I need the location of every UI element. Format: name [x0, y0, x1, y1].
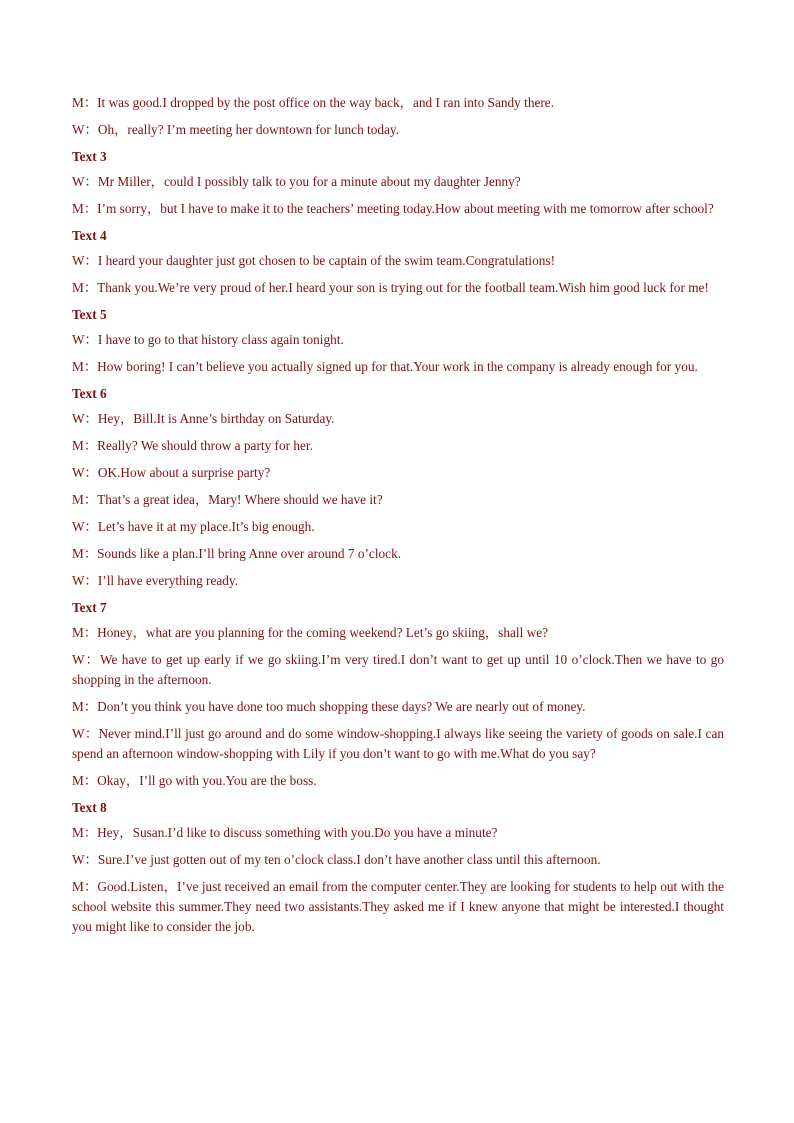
- speaker-label: M：: [72, 825, 98, 840]
- speaker-label: W：: [72, 332, 98, 347]
- speaker-label: M：: [72, 359, 98, 374]
- speaker-label: M：: [72, 773, 98, 788]
- speaker-label: W：: [72, 465, 98, 480]
- dialogue-text: Sure.I’ve just gotten out of my ten o’clock class.I don’t have another class until this afternoon.: [97, 852, 601, 867]
- dialogue-line: [72, 571, 724, 591]
- dialogue-line: [72, 623, 724, 643]
- speaker-label: W：: [72, 411, 98, 426]
- dialogue-line: [72, 330, 724, 350]
- dialogue-text: That’s a great idea，Mary! Where should we have it?: [97, 492, 383, 507]
- dialogue-line: [72, 490, 724, 510]
- speaker-label: W：: [72, 573, 98, 588]
- dialogue-line: [72, 278, 724, 298]
- dialogue-text: Oh，really? I’m meeting her downtown for lunch today.: [97, 122, 400, 137]
- dialogue-text: Okay，I’ll go with you.You are the boss.: [97, 773, 317, 788]
- dialogue-text: Don’t you think you have done too much shopping these days? We are nearly out of money.: [97, 699, 586, 714]
- section-heading: Text 7: [72, 600, 107, 615]
- speaker-label: M：: [72, 201, 98, 216]
- dialogue-text: Let’s have it at my place.It’s big enough.: [97, 519, 315, 534]
- speaker-label: M：: [72, 546, 98, 561]
- section-heading: Text 8: [72, 800, 107, 815]
- speaker-label: W：: [72, 174, 98, 189]
- speaker-label: M：: [72, 625, 98, 640]
- dialogue-line: [72, 697, 724, 717]
- dialogue-text: OK.How about a surprise party?: [97, 465, 271, 480]
- dialogue-text: It was good.I dropped by the post office on the way back，and I ran into Sandy there.: [97, 95, 555, 110]
- section-heading: Text 5: [72, 307, 107, 322]
- dialogue-line: [72, 172, 724, 192]
- dialogue-text: Sounds like a plan.I’ll bring Anne over around 7 o’clock.: [97, 546, 402, 561]
- speaker-label: M：: [72, 879, 98, 894]
- dialogue-line: [72, 517, 724, 537]
- dialogue-line: [72, 544, 724, 564]
- speaker-label: M：: [72, 492, 98, 507]
- dialogue-line: [72, 823, 724, 843]
- dialogue-line: [72, 199, 724, 219]
- dialogue-text: Really? We should throw a party for her.: [97, 438, 313, 453]
- dialogue-line: [72, 877, 724, 937]
- speaker-label: M：: [72, 438, 98, 453]
- dialogue-line: [72, 120, 724, 140]
- speaker-label: W：: [72, 726, 99, 741]
- dialogue-text: Good.Listen，I’ve just received an email from the computer center.They are looking for students to help out with the school website this summer.They need two assistants.They asked me if I knew anyone that might be interested.I thought you might like to consider the job.: [72, 879, 724, 934]
- speaker-label: M：: [72, 280, 98, 295]
- dialogue-line: [72, 463, 724, 483]
- dialogue-line: [72, 357, 724, 377]
- dialogue-text: I’ll have everything ready.: [97, 573, 239, 588]
- dialogue-line: [72, 650, 724, 690]
- dialogue-line: [72, 436, 724, 456]
- dialogue-text: Mr Miller，could I possibly talk to you for a minute about my daughter Jenny?: [97, 174, 521, 189]
- dialogue-line: [72, 771, 724, 791]
- speaker-label: M：: [72, 95, 98, 110]
- dialogue-line: [72, 409, 724, 429]
- dialogue-text: I heard your daughter just got chosen to be captain of the swim team.Congratulations!: [97, 253, 556, 268]
- speaker-label: W：: [72, 652, 101, 667]
- dialogue-text: Thank you.We’re very proud of her.I heard your son is trying out for the football team.Wish him good luck for me!: [97, 280, 709, 295]
- speaker-label: W：: [72, 852, 98, 867]
- dialogue-text: Hey，Susan.I’d like to discuss something with you.Do you have a minute?: [97, 825, 498, 840]
- speaker-label: M：: [72, 699, 98, 714]
- speaker-label: W：: [72, 122, 98, 137]
- dialogue-text: Honey，what are you planning for the coming weekend? Let’s go skiing，shall we?: [97, 625, 548, 640]
- dialogue-line: [72, 850, 724, 870]
- section-heading: Text 4: [72, 228, 107, 243]
- dialogue-text: Never mind.I’ll just go around and do some window-shopping.I always like seeing the variety of goods on sale.I can spend an afternoon window-shopping with Lily if you don’t want to go with me.What do you say?: [72, 726, 724, 761]
- dialogue-text: I have to go to that history class again tonight.: [97, 332, 344, 347]
- dialogue-text: I’m sorry，but I have to make it to the teachers’ meeting today.How about meeting with me tomorrow after school?: [97, 201, 714, 216]
- document-page: [72, 93, 724, 944]
- section-heading: Text 6: [72, 386, 107, 401]
- speaker-label: W：: [72, 253, 98, 268]
- section-heading: Text 3: [72, 149, 107, 164]
- dialogue-line: [72, 724, 724, 764]
- speaker-label: W：: [72, 519, 98, 534]
- dialogue-text: Hey，Bill.It is Anne’s birthday on Saturday.: [97, 411, 335, 426]
- dialogue-line: [72, 251, 724, 271]
- dialogue-text: How boring! I can’t believe you actually signed up for that.Your work in the company is already enough for you.: [97, 359, 698, 374]
- dialogue-line: [72, 93, 724, 113]
- dialogue-text: We have to get up early if we go skiing.I’m very tired.I don’t want to get up until 10 o’clock.Then we have to go shopping in the afternoon.: [72, 652, 724, 687]
